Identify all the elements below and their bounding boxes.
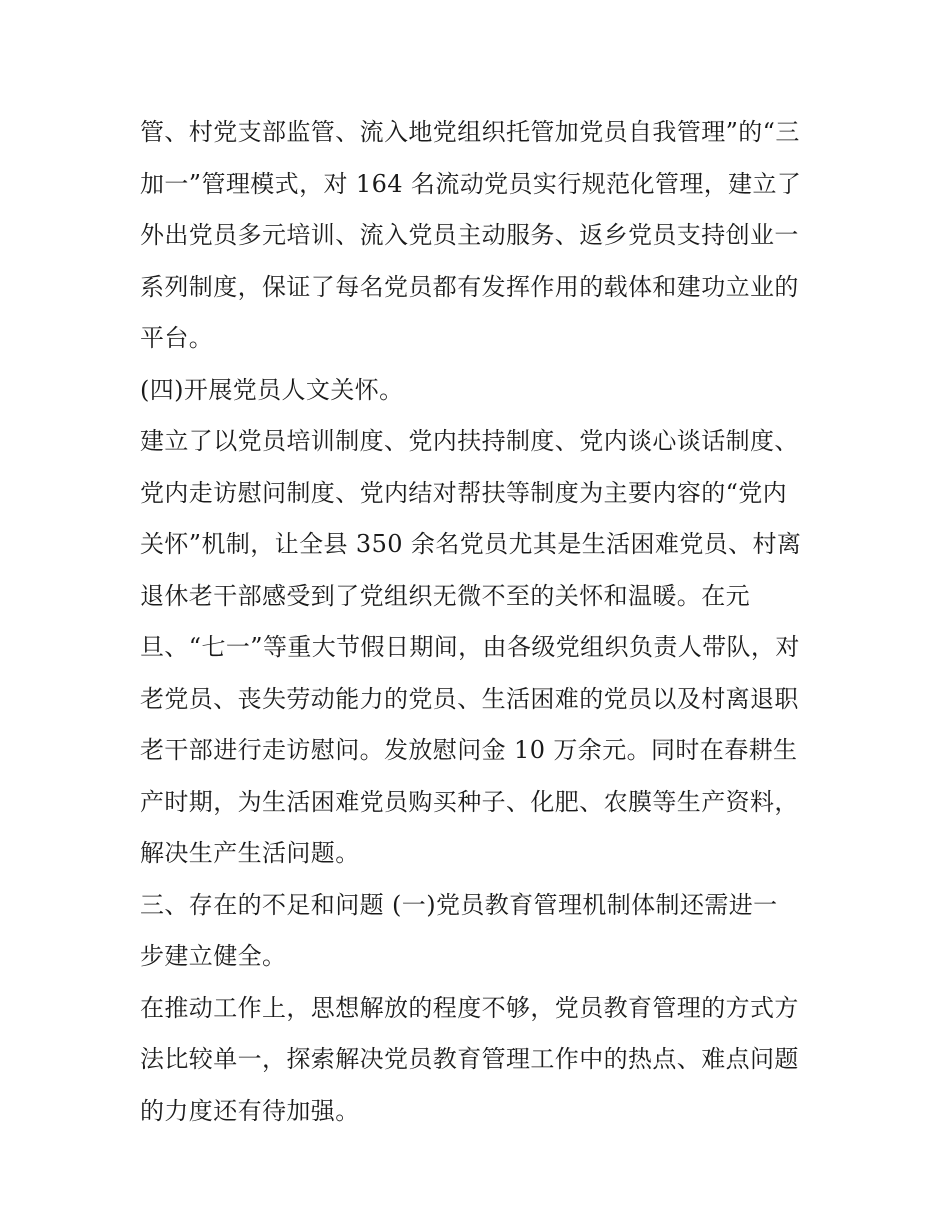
section-heading: 三、存在的不足和问题 (一)党员教育管理机制体制还需进一	[140, 890, 778, 919]
section-heading: (四)开展党员人文关怀。	[140, 375, 404, 404]
text-line: 解决生产生活问题。	[140, 839, 360, 867]
text-line: 退休老干部感受到了党组织无微不至的关怀和温暖。在元	[140, 581, 750, 610]
text-line: 关怀”机制，让全县 350 余名党员尤其是生活困难党员、村离	[140, 530, 802, 558]
text-line: 加一”管理模式，对 164 名流动党员实行规范化管理，建立了	[140, 169, 802, 198]
text-line: 党内走访慰问制度、党内结对帮扶等制度为主要内容的“党内	[140, 478, 788, 507]
text-line: 在推动工作上，思想解放的程度不够，党员教育管理的方式方	[140, 993, 799, 1022]
text-line: 产时期，为生活困难党员购买种子、化肥、农膜等生产资料，	[140, 787, 799, 816]
text-line: 平台。	[140, 324, 214, 352]
text-line: 外出党员多元培训、流入党员主动服务、返乡党员支持创业一	[140, 221, 799, 249]
text-line: 的力度还有待加强。	[140, 1096, 360, 1125]
text-line: 系列制度，保证了每名党员都有发挥作用的载体和建功立业的	[140, 272, 799, 301]
text-line: 老党员、丧失劳动能力的党员、生活困难的党员以及村离退职	[140, 684, 799, 713]
text-line: 旦、“七一”等重大节假日期间，由各级党组织负责人带队，对	[140, 633, 800, 661]
text-line: 老干部进行走访慰问。发放慰问金 10 万余元。同时在春耕生	[140, 736, 798, 764]
text-line: 法比较单一，探索解决党员教育管理工作中的热点、难点问题	[140, 1045, 799, 1073]
text-line: 步建立健全。	[140, 942, 287, 970]
text-line: 建立了以党员培训制度、党内扶持制度、党内谈心谈话制度、	[140, 427, 799, 455]
text-line: 管、村党支部监管、流入地党组织托管加党员自我管理”的“三	[140, 118, 800, 146]
body-text	[140, 107, 830, 1137]
